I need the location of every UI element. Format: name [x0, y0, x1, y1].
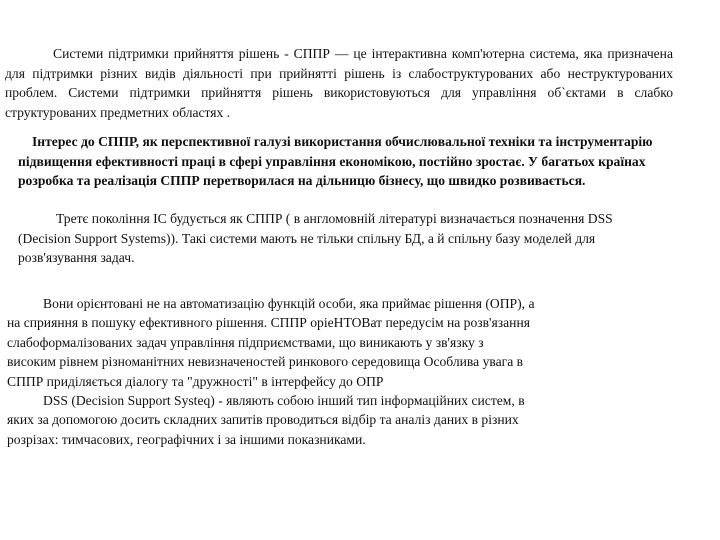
orientation-line: на сприяння в пошуку ефективного рішення. СППР оріеНТОВат передусім на розв'язання [7, 315, 530, 331]
orientation-line: яких за допомогою досить складних запитів проводиться відбір та аналіз даних в різних [7, 412, 519, 428]
orientation-line: високим рівнем різноманітних невизначеностей ринкового середовища Особлива увага в [7, 354, 524, 370]
orientation-line: слабоформалізованих задач управління підприємствами, що виникають у зв'язку з [7, 334, 484, 350]
orientation-paragraph [7, 294, 667, 449]
orientation-line: DSS (Decision Support Systeq) - являють собою інший тип інформаційних систем, в [43, 393, 525, 409]
third-generation-paragraph: Третє покоління ІС будується як СППР ( в англомовній літературі визначається позначення DSS (Decision Support Systems)). Такі системи мають не тільки спільну БД, а й спільну базу моделей для розв'язування задач. [18, 211, 613, 266]
interest-paragraph: Інтерес до СППР, як перспективної галузі використання обчислювальної техніки та інструментарію підвищення ефективності праці в сфері управління економікою, постійно зростає. У багатьох країнах розробка та реалізація СППР перетворилася на дільницю бізнесу, що швидко розвивається. [18, 134, 653, 189]
orientation-line: Вони орієнтовані не на автоматизацію функцій особи, яка приймає рішення (ОПР), а [43, 296, 535, 311]
definition-paragraph: Системи підтримки прийняття рішень - СППР — це інтерактивна комп'ютерна система, яка призначена для підтримки різних видів діяльності при прийнятті рішень із слабоструктурованих або неструктурованих проблем. Системи підтримки прийняття рішень використовуються для управління об`єктами в слабко структурованих предметних областях . [5, 46, 673, 120]
orientation-line: розрізах: тимчасових, географічних і за іншими показниками. [7, 431, 366, 447]
orientation-line: СППР приділяється діалогу та "дружності" в інтерфейсу до ОПР [7, 373, 384, 389]
